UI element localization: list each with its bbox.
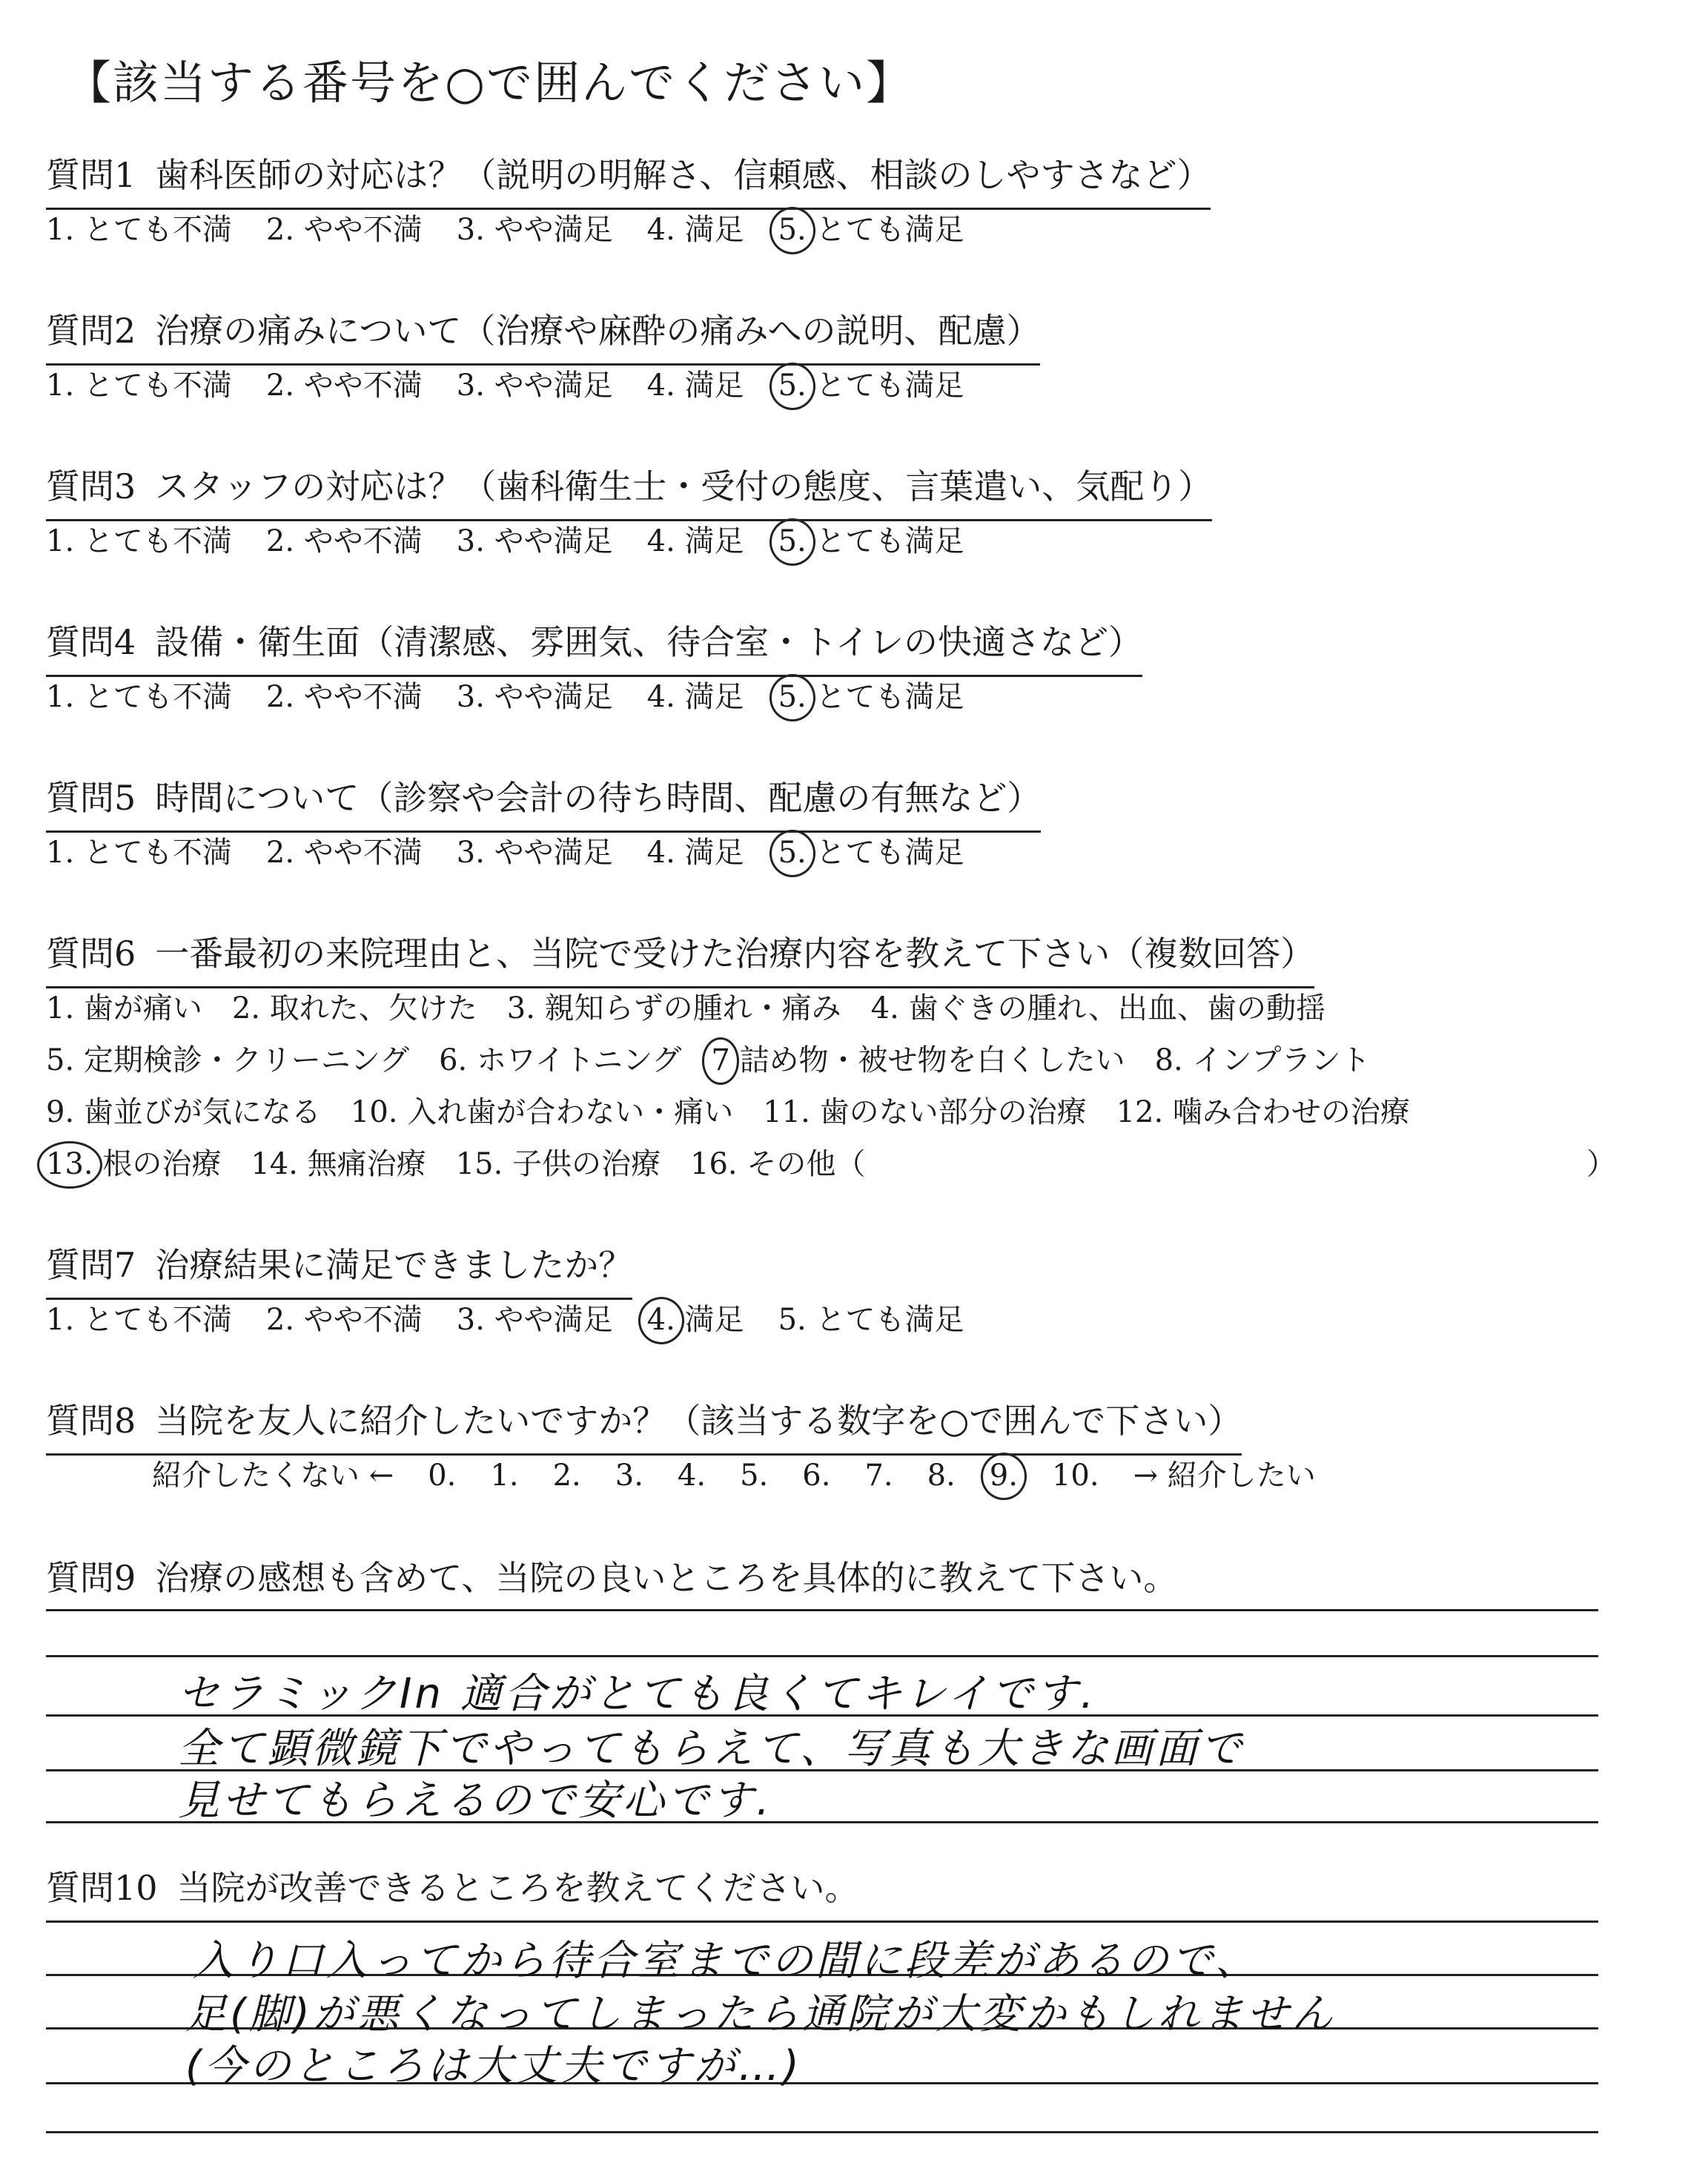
option-label: やや満足	[494, 524, 613, 558]
option-label: とても不満	[83, 369, 232, 403]
handwritten-answer-line: (今のところは大丈夫ですが…)	[185, 2042, 802, 2090]
option-number: 4.	[646, 369, 675, 403]
question-text: 当院が改善できるところを教えてください。	[176, 1868, 859, 1908]
option-number: 2.	[265, 1303, 295, 1337]
option-label: やや不満	[303, 680, 423, 714]
option	[647, 673, 744, 716]
number: 0.	[428, 1459, 457, 1493]
option-number: 4.	[646, 1303, 675, 1337]
option-number: 6.	[439, 1043, 468, 1077]
option	[871, 985, 1325, 1027]
option	[690, 1140, 865, 1183]
option	[457, 1296, 613, 1338]
form-header: 【該当する番号を○で囲んでください】	[65, 56, 914, 110]
question-title	[46, 927, 1314, 988]
option-number: 3.	[456, 1303, 485, 1337]
option	[778, 1296, 964, 1338]
option	[46, 1089, 321, 1131]
option-label: ホワイトニング	[476, 1043, 682, 1077]
scale-number	[1052, 1459, 1099, 1493]
option	[46, 1037, 409, 1079]
option-number: 4.	[870, 991, 899, 1025]
question-number: 質問2	[46, 311, 136, 351]
question-title	[46, 1238, 632, 1300]
option-number: 9.	[46, 1095, 75, 1129]
option	[763, 1089, 1086, 1131]
option-label: 子供の治療	[512, 1147, 661, 1181]
scale-number-selected	[990, 1459, 1018, 1493]
option	[266, 206, 423, 248]
number: 9.	[989, 1459, 1018, 1493]
option-number: 14.	[251, 1147, 298, 1181]
option	[351, 1089, 733, 1131]
option	[647, 829, 744, 871]
option-label: とても満足	[815, 213, 964, 247]
rating-options	[46, 1296, 998, 1338]
handwritten-answer-line: 足(脚)が悪くなってしまったら通院が大変かもしれません	[185, 1990, 1336, 2038]
option	[457, 206, 613, 248]
option	[647, 206, 744, 248]
option	[266, 518, 423, 560]
question-text: 歯科医師の対応は？（説明の明解さ、信頼感、相談のしやすさなど）	[155, 155, 1211, 195]
option	[46, 206, 232, 248]
option-label: 満足	[684, 836, 744, 870]
option-number: 10.	[350, 1095, 398, 1129]
option-number: 2.	[265, 524, 295, 558]
option-number: 7	[711, 1043, 730, 1077]
option-label: 親知らずの腫れ・痛み	[544, 991, 841, 1025]
writing-line	[46, 1609, 1598, 1611]
option-label: やや不満	[303, 1303, 423, 1337]
option-number: 3.	[456, 836, 485, 870]
option-number: 16.	[690, 1147, 738, 1181]
option-label: 噛み合わせの治療	[1172, 1095, 1410, 1129]
scale-number	[927, 1459, 956, 1493]
option-selected	[778, 673, 964, 716]
number: 1.	[490, 1459, 519, 1493]
question-number: 質問4	[46, 622, 136, 662]
option-selected	[778, 206, 964, 248]
option	[46, 829, 232, 871]
scale-number	[864, 1459, 893, 1493]
option-label: とても満足	[815, 680, 964, 714]
number: 2.	[552, 1459, 581, 1493]
option-label: とても満足	[815, 1303, 964, 1337]
option	[456, 1140, 661, 1183]
option-number: 1.	[46, 991, 75, 1025]
option-number: 2.	[265, 369, 295, 403]
treatment-options-row	[46, 1140, 895, 1183]
number: 4.	[677, 1459, 706, 1493]
handwritten-answer-line: 全て顕微鏡下でやってもらえて、写真も大きな画面で	[178, 1725, 1245, 1773]
option-number: 2.	[265, 680, 295, 714]
option-label: やや満足	[494, 836, 613, 870]
option-label: とても不満	[83, 213, 232, 247]
treatment-options-row	[46, 1089, 1440, 1131]
option-number: 2.	[265, 213, 295, 247]
option-number: 1.	[46, 680, 75, 714]
option-label: 満足	[684, 1303, 744, 1337]
option-selected	[778, 829, 964, 871]
handwritten-answer-line: 見せてもらえるので安心です.	[178, 1777, 772, 1825]
option-number: 5.	[778, 369, 807, 403]
option-number: 4.	[646, 524, 675, 558]
option-label: とても不満	[83, 1303, 232, 1337]
option-selected	[778, 362, 964, 404]
option-label: とても不満	[83, 836, 232, 870]
option-label: インプラント	[1192, 1043, 1371, 1077]
option-label: とても満足	[815, 836, 964, 870]
scale-number	[553, 1459, 581, 1493]
option-number: 5.	[46, 1043, 75, 1077]
option-label: その他（	[747, 1147, 866, 1181]
option-number: 1.	[46, 836, 75, 870]
number: 7.	[864, 1459, 893, 1493]
question-number: 質問9	[46, 1558, 136, 1598]
option-label: 満足	[684, 524, 744, 558]
question-text: 当院を友人に紹介したいですか？（該当する数字を○で囲んで下さい）	[155, 1401, 1242, 1441]
option-number: 3.	[456, 680, 485, 714]
option-number: 2.	[231, 991, 261, 1025]
option-label: 詰め物・被せ物を白くしたい	[739, 1043, 1125, 1077]
option-number: 3.	[506, 991, 535, 1025]
option-number: 3.	[456, 524, 485, 558]
number: 3.	[615, 1459, 643, 1493]
option-number: 1.	[46, 369, 75, 403]
scale-number	[490, 1459, 518, 1493]
question-title	[46, 771, 1041, 833]
scale-number	[802, 1459, 830, 1493]
option-label: やや満足	[494, 369, 613, 403]
option	[1155, 1037, 1371, 1079]
option	[266, 829, 423, 871]
question-number: 質問10	[46, 1868, 158, 1908]
option-number: 8.	[1154, 1043, 1183, 1077]
option-number: 11.	[763, 1095, 810, 1129]
rating-options	[46, 673, 998, 716]
option	[647, 362, 744, 404]
option-label: 定期検診・クリーニング	[83, 1043, 410, 1077]
option	[457, 362, 613, 404]
rating-options	[46, 829, 998, 871]
option-label: 満足	[684, 680, 744, 714]
option	[457, 518, 613, 560]
option-label: やや満足	[494, 680, 613, 714]
writing-line	[46, 2131, 1598, 2133]
option	[46, 518, 232, 560]
option-number: 2.	[265, 836, 295, 870]
option-label: とても不満	[83, 524, 232, 558]
scale-number	[740, 1459, 768, 1493]
option-selected	[778, 518, 964, 560]
scale-right-label: → 紹介したい	[1133, 1459, 1316, 1493]
option-label: やや不満	[303, 213, 423, 247]
option-label: 歯が痛い	[83, 991, 202, 1025]
number: 10.	[1051, 1459, 1099, 1493]
option-selected	[46, 1140, 221, 1183]
question-text: 設備・衛生面（清潔感、雰囲気、待合室・トイレの快適さなど）	[155, 622, 1142, 662]
option-label: 歯並びが気になる	[83, 1095, 321, 1129]
question-title	[46, 1394, 1242, 1456]
writing-line	[46, 1920, 1598, 1923]
rating-options	[46, 206, 998, 248]
treatment-options-row	[46, 1037, 1400, 1079]
option-number: 4.	[646, 836, 675, 870]
option-number: 1.	[46, 524, 75, 558]
question-text: 時間について（診察や会計の待ち時間、配慮の有無など）	[155, 778, 1042, 818]
option-number: 5.	[778, 680, 807, 714]
option	[507, 985, 841, 1027]
option-selected	[711, 1037, 1125, 1079]
question-text: 治療結果に満足できましたか？	[155, 1245, 633, 1285]
option	[46, 362, 232, 404]
option-number: 3.	[456, 369, 485, 403]
handwritten-answer-line: 入り口入ってから待合室までの間に段差があるので、	[193, 1937, 1260, 1985]
rating-options	[46, 362, 998, 404]
option-label: 取れた、欠けた	[269, 991, 477, 1025]
option	[439, 1037, 681, 1079]
option-number: 4.	[646, 680, 675, 714]
option-number: 15.	[455, 1147, 503, 1181]
option-number: 5.	[778, 1303, 807, 1337]
option	[46, 1296, 232, 1338]
question-number: 質問1	[46, 155, 136, 195]
option	[1116, 1089, 1410, 1131]
option-number: 5.	[778, 836, 807, 870]
option	[251, 1140, 426, 1183]
option	[46, 673, 232, 716]
option	[266, 1296, 423, 1338]
option-number: 5.	[778, 213, 807, 247]
rating-options	[46, 518, 998, 560]
option-number: 12.	[1116, 1095, 1164, 1129]
option-number: 5.	[778, 524, 807, 558]
question-number: 質問6	[46, 934, 136, 974]
question-title	[46, 148, 1211, 210]
option-label: 満足	[684, 213, 744, 247]
option	[266, 362, 423, 404]
question-title	[46, 1861, 859, 1920]
option-label: やや満足	[494, 1303, 613, 1337]
option-label: やや不満	[303, 524, 423, 558]
option	[266, 673, 423, 716]
question-number: 質問7	[46, 1245, 136, 1285]
option-label: 根の治療	[102, 1147, 222, 1181]
question-number: 質問8	[46, 1401, 136, 1441]
question-number: 質問5	[46, 778, 136, 818]
option-number: 13.	[46, 1147, 93, 1181]
option	[457, 829, 613, 871]
option-label: 満足	[684, 369, 744, 403]
scale-number	[428, 1459, 456, 1493]
option	[647, 518, 744, 560]
option-label: とても満足	[815, 524, 964, 558]
option	[46, 985, 202, 1027]
question-number: 質問3	[46, 466, 136, 506]
scale-left-label: 紹介したくない ←	[152, 1459, 394, 1493]
option-label: 無痛治療	[307, 1147, 426, 1181]
question-text: 一番最初の来院理由と、当院で受けた治療内容を教えて下さい（複数回答）	[155, 934, 1315, 974]
option-label: とても不満	[83, 680, 232, 714]
option-label: 入れ歯が合わない・痛い	[407, 1095, 734, 1129]
option-label: やや不満	[303, 369, 423, 403]
option-label: やや不満	[303, 836, 423, 870]
question-text: 治療の感想も含めて、当院の良いところを具体的に教えて下さい。	[155, 1558, 1178, 1598]
question-text: 治療の痛みについて（治療や麻酔の痛みへの説明、配慮）	[155, 311, 1041, 351]
option-label: やや満足	[494, 213, 613, 247]
option-label: 歯ぐきの腫れ、出血、歯の動揺	[908, 991, 1325, 1025]
number: 6.	[802, 1459, 831, 1493]
question-title	[46, 1551, 1177, 1611]
question-text: スタッフの対応は？（歯科衛生士・受付の態度、言葉遣い、気配り）	[155, 466, 1213, 506]
other-close-paren: ）	[1586, 1147, 1616, 1181]
option-number: 4.	[646, 213, 675, 247]
number: 5.	[740, 1459, 769, 1493]
scale-number	[678, 1459, 706, 1493]
option	[457, 673, 613, 716]
question-title	[46, 304, 1040, 366]
treatment-options-row	[46, 985, 1355, 1027]
question-title	[46, 615, 1142, 677]
option-number: 1.	[46, 213, 75, 247]
handwritten-answer-line: セラミックIn 適合がとても良くてキレイです.	[178, 1670, 1097, 1718]
writing-line	[46, 1655, 1598, 1657]
number: 8.	[927, 1459, 956, 1493]
option-label: 歯のない部分の治療	[819, 1095, 1087, 1129]
option-label: とても満足	[815, 369, 964, 403]
option	[232, 985, 477, 1027]
option-number: 1.	[46, 1303, 75, 1337]
scale-number	[615, 1459, 643, 1493]
option-number: 3.	[456, 213, 485, 247]
option-selected	[647, 1296, 744, 1338]
question-title	[46, 460, 1212, 521]
recommend-scale	[152, 1452, 1350, 1494]
